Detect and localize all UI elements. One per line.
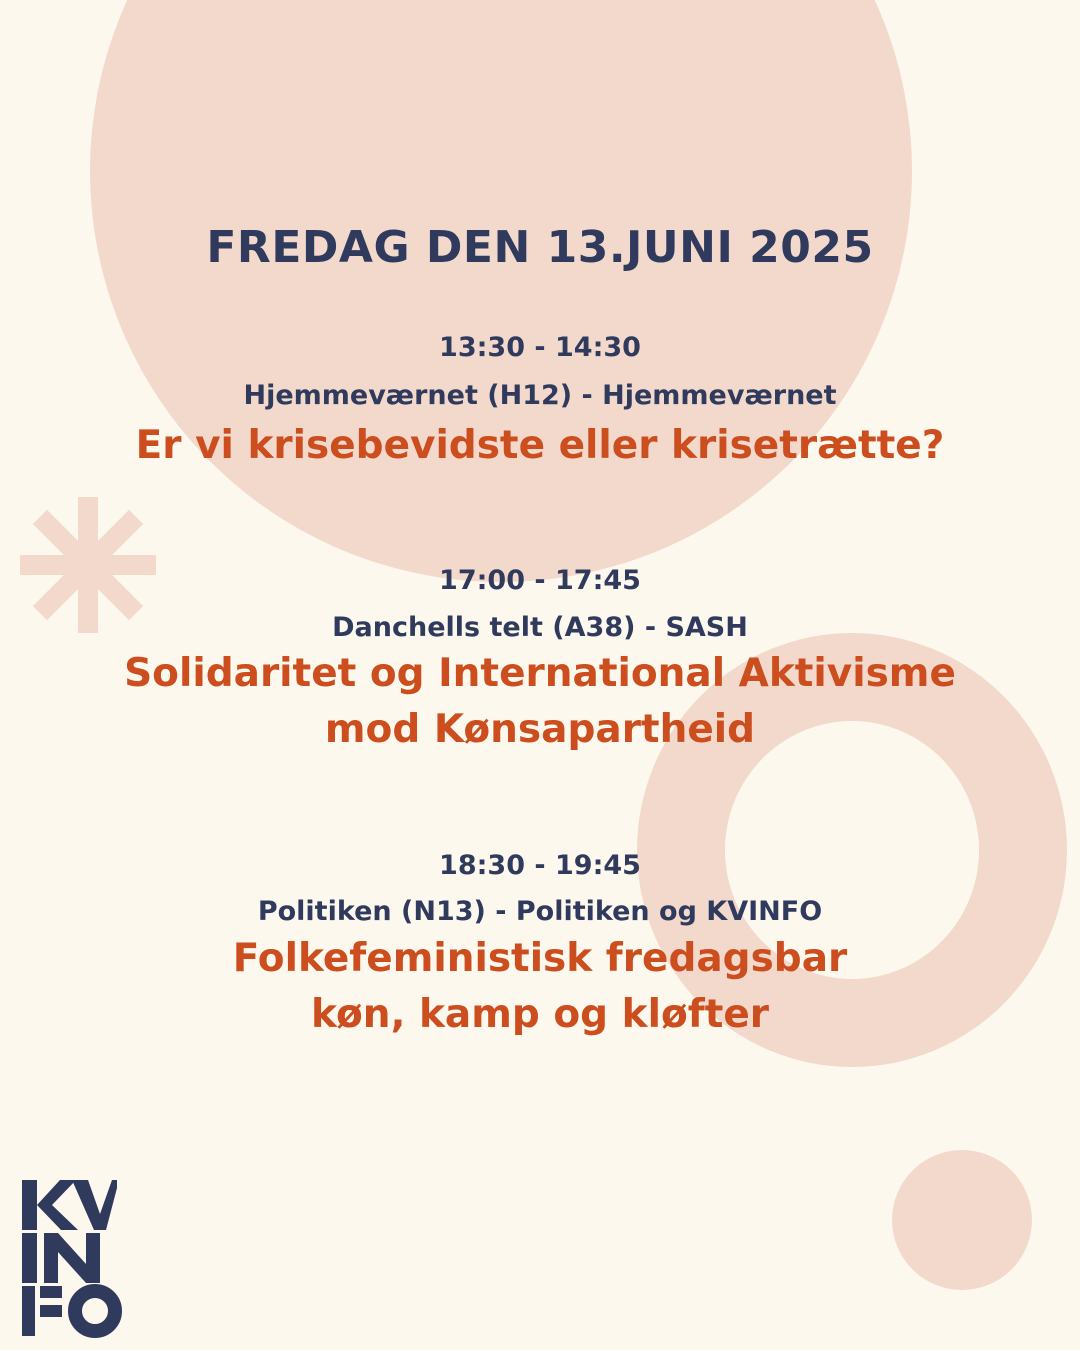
event-time: 17:00 - 17:45 <box>439 565 641 596</box>
event-title: Er vi krisebevidste eller krisetrætte? <box>135 423 945 468</box>
event-venue: Danchells telt (A38) - SASH <box>332 612 748 643</box>
event-title: køn, kamp og kløfter <box>310 992 770 1037</box>
event-time: 18:30 - 19:45 <box>439 850 641 881</box>
event-title: mod Kønsapartheid <box>324 707 756 752</box>
event-venue: Politiken (N13) - Politiken og KVINFO <box>257 896 823 927</box>
event-venue: Hjemmeværnet (H12) - Hjemmeværnet <box>243 380 837 411</box>
page-title: FREDAG DEN 13.JUNI 2025 <box>206 222 874 273</box>
decorative-circle-large <box>90 0 912 582</box>
decorative-circle-small <box>892 1150 1032 1290</box>
event-title: Folkefeministisk fredagsbar <box>232 936 848 981</box>
event-time: 13:30 - 14:30 <box>439 332 641 363</box>
kvinfo-logo <box>20 1178 125 1338</box>
event-title: Solidaritet og International Aktivisme <box>124 651 956 696</box>
